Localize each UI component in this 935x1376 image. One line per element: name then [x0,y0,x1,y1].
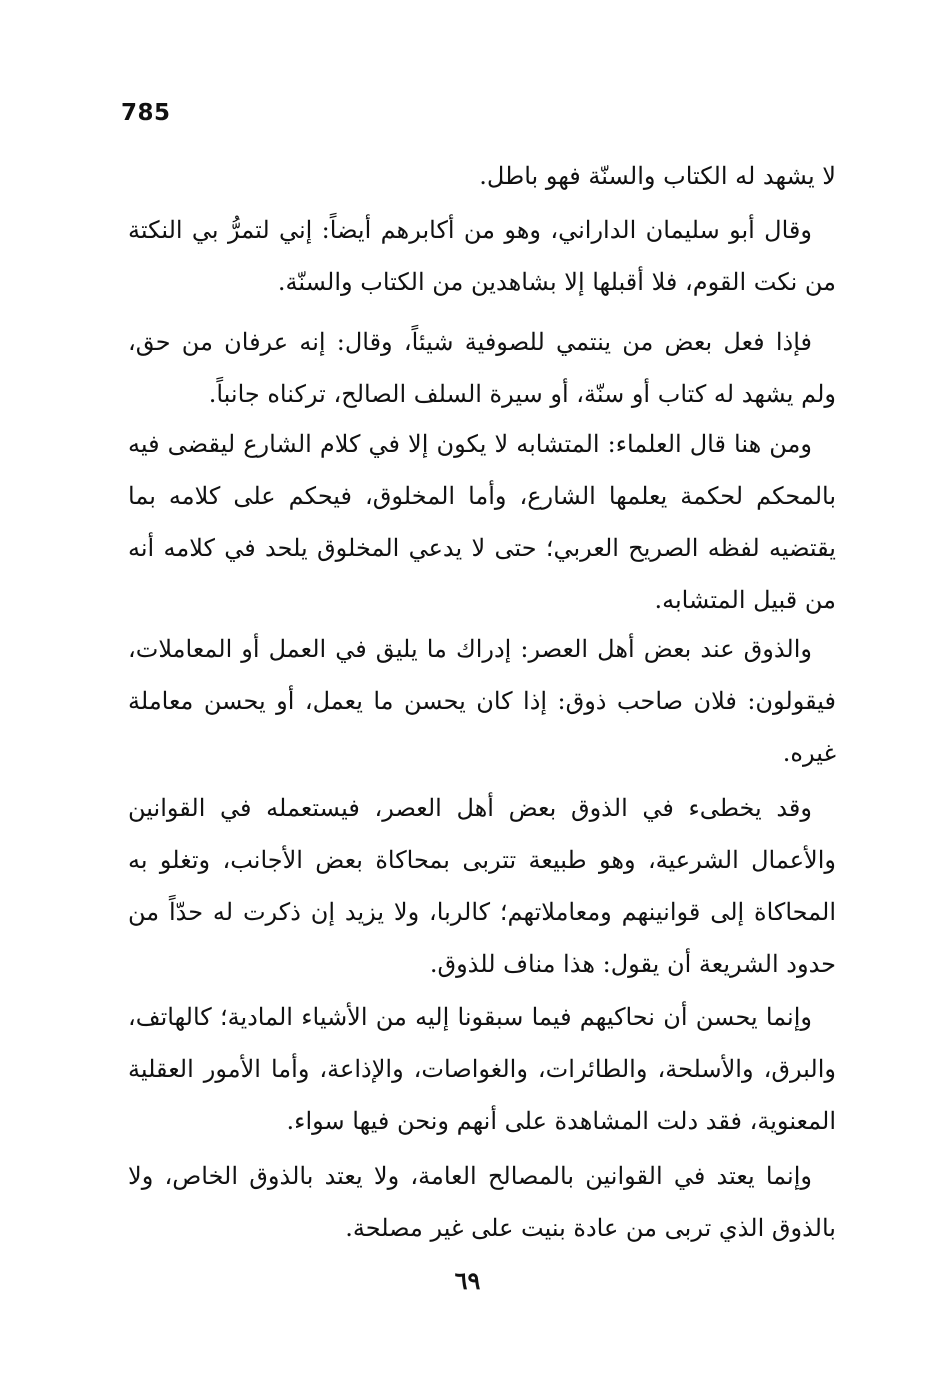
paragraph-3 [128,316,836,420]
paragraph-text: فإذا فعل بعض من ينتمي للصوفية شيئاً، وقال: إنه عرفان من حق، ولم يشهد له كتاب أو سنّة، أو سيرة السلف الصالح، تركناه جانباً. [128,328,836,408]
paragraph-text: ومن هنا قال العلماء: المتشابه لا يكون إلا في كلام الشارع ليقضى فيه بالمحكم لحكمة يعلمها الشارع، وأما المخلوق، فيحكم على كلامه بما يقتضيه لفظه الصريح العربي؛ حتى لا يدعي المخلوق يلحد في كلامه أنه من قبيل المتشابه. [128,430,836,614]
paragraph-8 [128,1150,836,1254]
paragraph-1 [128,150,836,202]
paragraph-text: والذوق عند بعض أهل العصر: إدراك ما يليق في العمل أو المعاملات، فيقولون: فلان صاحب ذوق: إذا كان يحسن ما يعمل، أو يحسن معاملة غيره. [128,635,836,767]
paragraph-text: وقال أبو سليمان الداراني، وهو من أكابرهم أيضاً: إني لتمرُّ بي النكتة من نكت القوم، فلا أقبلها إلا بشاهدين من الكتاب والسنّة. [128,216,836,296]
paragraph-5 [128,623,836,779]
paragraph-6 [128,782,836,990]
page-number-bottom: ٦٩ [454,1266,481,1295]
paragraph-text: وإنما يعتد في القوانين بالمصالح العامة، ولا يعتد بالذوق الخاص، ولا بالذوق الذي تربى من عادة بنيت على غير مصلحة. [128,1162,836,1242]
paragraph-text: لا يشهد له الكتاب والسنّة فهو باطل. [479,162,836,190]
paragraph-4 [128,418,836,626]
page-number-top: 785 [121,100,171,126]
paragraph-7 [128,991,836,1147]
paragraph-text: وإنما يحسن أن نحاكيهم فيما سبقونا إليه من الأشياء المادية؛ كالهاتف، والبرق، والأسلحة، والطائرات، والغواصات، والإذاعة، وأما الأمور العقلية المعنوية، فقد دلت المشاهدة على أنهم ونحن فيها سواء. [128,1003,836,1135]
paragraph-text: وقد يخطىء في الذوق بعض أهل العصر، فيستعمله في القوانين والأعمال الشرعية، وهو طبيعة تتربى بمحاكاة بعض الأجانب، وتغلو به المحاكاة إلى قوانينهم ومعاملاتهم؛ كالربا، ولا يزيد إن ذكرت له حدّاً من حدود الشريعة أن يقول: هذا مناف للذوق. [128,794,836,978]
paragraph-2 [128,204,836,308]
